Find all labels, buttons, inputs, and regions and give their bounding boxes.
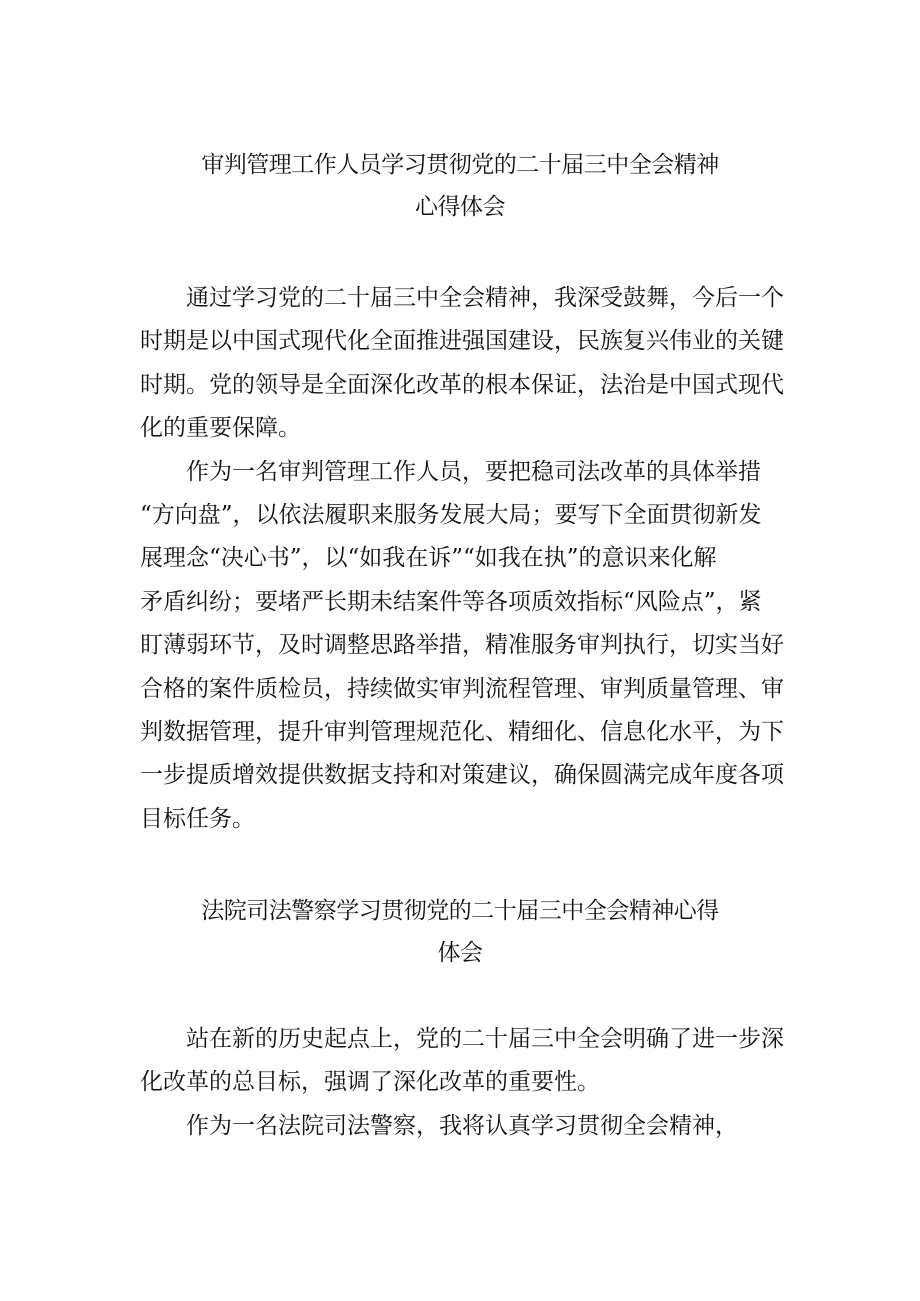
- section-1-body: [140, 277, 800, 841]
- body-line: 合格的案件质检员，持续做实审判流程管理、审判质量管理、审: [140, 675, 784, 702]
- section-2-body: [140, 1018, 800, 1148]
- body-line: 判数据管理，提升审判管理规范化、精细化、信息化水平，为下: [140, 718, 784, 745]
- section-2-title-line-2: 体会: [437, 940, 483, 966]
- body-line: 矛盾纠纷；要堵严长期未结案件等各项质效指标“风险点”，紧: [140, 588, 762, 615]
- section-1-title-line-2: 心得体会: [415, 194, 505, 220]
- section-2-title-line-1: 法院司法警察学习贯彻党的二十届三中全会精神心得: [201, 898, 719, 924]
- body-line: 时期。党的领导是全面深化改革的根本保证，法治是中国式现代: [140, 371, 784, 398]
- body-line: 作为一名审判管理工作人员，要把稳司法改革的具体举措: [140, 458, 761, 485]
- body-line: 作为一名法院司法警察，我将认真学习贯彻全会精神，: [140, 1112, 738, 1139]
- section-2-title: [140, 890, 780, 974]
- body-line: 通过学习党的二十届三中全会精神，我深受鼓舞，今后一个: [140, 285, 784, 311]
- body-line: 展理念“决心书”，以“如我在诉”“如我在执”的意识来化解: [140, 545, 717, 572]
- body-line: 盯薄弱环节，及时调整思路举措，精准服务审判执行，切实当好: [140, 632, 784, 659]
- body-line: 时期是以中国式现代化全面推进强国建设，民族复兴伟业的关键: [140, 328, 784, 355]
- body-line: 一步提质增效提供数据支持和对策建议，确保圆满完成年度各项: [140, 762, 784, 789]
- section-1-title-line-1: 审判管理工作人员学习贯彻党的二十届三中全会精神: [201, 152, 719, 178]
- body-line: 化改革的总目标，强调了深化改革的重要性。: [140, 1069, 600, 1096]
- body-line: 目标任务。: [140, 805, 255, 832]
- body-line: 站在新的历史起点上，党的二十届三中全会明确了进一步深: [140, 1026, 784, 1052]
- body-line: 化的重要保障。: [140, 415, 301, 442]
- body-line: “方向盘”，以依法履职来服务发展大局；要写下全面贯彻新发: [140, 501, 762, 528]
- section-1-title: [140, 144, 780, 228]
